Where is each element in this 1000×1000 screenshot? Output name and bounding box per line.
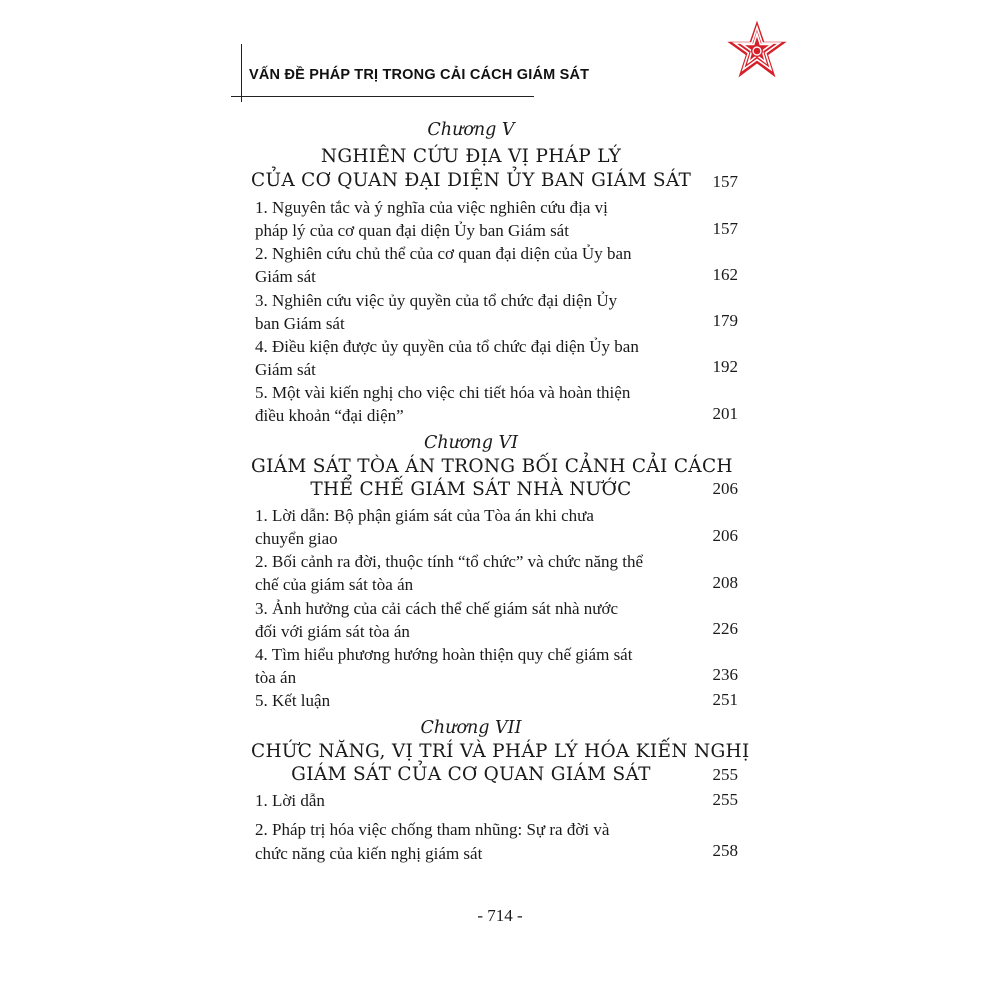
toc-entry-line: tòa án: [255, 668, 297, 687]
chapter-title-line: CHỨC NĂNG, VỊ TRÍ VÀ PHÁP LÝ HÓA KIẾN NGHỊ: [251, 741, 750, 762]
toc-entry-line: đối với giám sát tòa án: [255, 622, 410, 641]
running-header-title: VẤN ĐỀ PHÁP TRỊ TRONG CẢI CÁCH GIÁM SÁT: [249, 67, 590, 83]
toc-entry-page: 201: [712, 404, 738, 423]
toc-entry-line: 2. Pháp trị hóa việc chống tham nhũng: Sự ra đời và: [255, 820, 610, 839]
toc-entry-line: 5. Kết luận: [255, 691, 331, 710]
toc-entry-line: pháp lý của cơ quan đại diện Ủy ban Giám sát: [255, 221, 569, 240]
toc-entry-page: 255: [712, 790, 738, 809]
toc-entry-line: chế của giám sát tòa án: [255, 575, 414, 594]
chapter-label: Chương V: [427, 120, 515, 140]
toc-entry-line: ban Giám sát: [255, 314, 345, 333]
toc-entry-line: điều khoản “đại diện”: [255, 406, 404, 425]
toc-entry-page: 258: [712, 841, 738, 860]
toc-entry-line: 5. Một vài kiến nghị cho việc chi tiết hóa và hoàn thiện: [255, 383, 631, 402]
toc-entry-page: 226: [712, 619, 738, 638]
header-vertical-rule: [241, 44, 242, 102]
chapter-title-line: GIÁM SÁT CỦA CƠ QUAN GIÁM SÁT: [291, 764, 651, 785]
toc-entry-line: 4. Điều kiện được ủy quyền của tổ chức đại diện Ủy ban: [255, 337, 639, 356]
toc-entry-line: 3. Nghiên cứu việc ủy quyền của tổ chức đại diện Ủy: [255, 291, 618, 310]
chapter-page-number: 157: [712, 172, 738, 191]
chapter-label: Chương VI: [423, 433, 519, 453]
toc-entry-line: 2. Nghiên cứu chủ thể của cơ quan đại diện của Ủy ban: [255, 244, 632, 263]
toc-entry-page: 179: [712, 311, 738, 330]
toc-entry-line: 2. Bối cảnh ra đời, thuộc tính “tổ chức” và chức năng thể: [255, 552, 644, 571]
toc-entry-line: 1. Lời dẫn: Bộ phận giám sát của Tòa án khi chưa: [255, 506, 594, 525]
toc-entry-line: chức năng của kiến nghị giám sát: [255, 844, 483, 863]
toc-entry-line: 1. Nguyên tắc và ý nghĩa của việc nghiên cứu địa vị: [255, 198, 608, 217]
chapter-title-line: THỂ CHẾ GIÁM SÁT NHÀ NƯỚC: [310, 479, 632, 500]
toc-entry-page: 162: [712, 265, 738, 284]
page-number: - 714 -: [477, 906, 523, 925]
toc-entry-line: 4. Tìm hiểu phương hướng hoàn thiện quy chế giám sát: [255, 645, 633, 664]
chapter-title-line: CỦA CƠ QUAN ĐẠI DIỆN ỦY BAN GIÁM SÁT: [251, 170, 692, 191]
toc-entry-line: 1. Lời dẫn: [255, 791, 325, 810]
toc-entry-line: Giám sát: [255, 267, 316, 286]
chapter-label: Chương VII: [420, 718, 522, 738]
toc-entry-page: 157: [712, 219, 738, 238]
toc-entry-line: Giám sát: [255, 360, 316, 379]
toc-entry-page: 236: [712, 665, 738, 684]
chapter-page-number: 255: [712, 765, 738, 784]
chapter-title-line: NGHIÊN CỨU ĐỊA VỊ PHÁP LÝ: [320, 146, 622, 167]
toc-entry-page: 251: [712, 690, 738, 709]
red-star-logo-icon: [724, 18, 790, 84]
toc-entry-page: 206: [712, 526, 738, 545]
chapter-title-line: GIÁM SÁT TÒA ÁN TRONG BỐI CẢNH CẢI CÁCH: [251, 456, 733, 477]
header-horizontal-rule: [231, 96, 534, 97]
toc-entry-line: 3. Ảnh hưởng của cải cách thể chế giám sát nhà nước: [255, 599, 619, 618]
toc-entry-page: 208: [712, 573, 738, 592]
chapter-page-number: 206: [712, 479, 738, 498]
toc-entry-page: 192: [712, 357, 738, 376]
toc-entry-line: chuyển giao: [255, 529, 338, 548]
